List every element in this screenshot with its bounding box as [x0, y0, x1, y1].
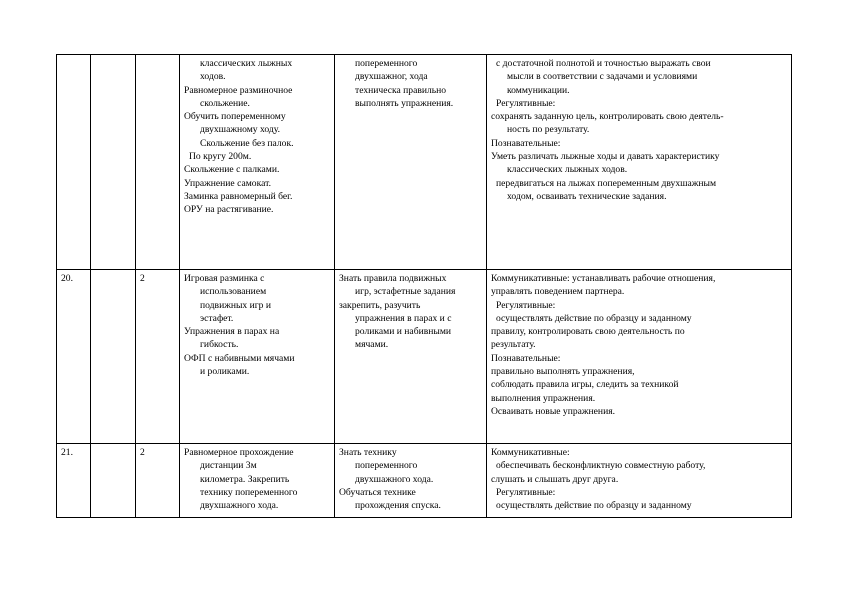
- text-line: классических лыжных ходов.: [507, 164, 628, 176]
- text-line: игр, эстафетные задания: [355, 286, 456, 298]
- text-line: Регулятивные:: [496, 97, 556, 109]
- text-line: Уметь различать лыжные ходы и давать характеристику: [491, 151, 720, 163]
- text-line: управлять поведением партнера.: [491, 286, 625, 298]
- text-line: дистанции 3м: [200, 460, 257, 472]
- text-line: ходом, осваивать технические задания.: [507, 190, 667, 202]
- lesson-content-cell: [180, 444, 335, 518]
- text-line: ОРУ на растягивание.: [184, 204, 274, 216]
- text-line: попеременного: [355, 460, 418, 472]
- text-line: Упражнения в парах на: [184, 326, 280, 338]
- row-number-cell: 20.: [57, 270, 91, 444]
- text-line: Осваивать новые упражнения.: [491, 405, 616, 417]
- text-line: Игровая разминка с: [184, 273, 265, 284]
- text-line: Познавательные:: [491, 352, 561, 364]
- text-line: Коммуникативные:: [491, 447, 570, 458]
- text-line: с достаточной полнотой и точностью выражать свои: [496, 58, 711, 69]
- text-line: упражнения в парах и с: [355, 312, 452, 324]
- text-line: Упражнение самокат.: [184, 177, 271, 189]
- empty-cell: [91, 55, 136, 270]
- text-line: Знать технику: [339, 447, 397, 458]
- text-line: и роликами.: [200, 366, 250, 378]
- text-line: двухшажного хода.: [200, 500, 279, 512]
- table-row: [57, 270, 792, 444]
- text-line: правильно выполнять упражнения,: [491, 366, 635, 378]
- text-line: роликами и набивными: [355, 326, 452, 338]
- text-line: двухшажног, хода: [355, 71, 428, 83]
- subject-results-cell: [335, 55, 487, 270]
- lesson-content-cell: [180, 55, 335, 270]
- uud-cell: [487, 55, 792, 270]
- text-line: Скольжение с палками.: [184, 164, 280, 176]
- text-line: эстафет.: [200, 312, 234, 324]
- text-line: ОФП с набивными мячами: [184, 352, 295, 364]
- uud-cell: [487, 444, 792, 518]
- text-line: классических лыжных: [200, 58, 293, 69]
- text-line: слушать и слышать друг друга.: [491, 473, 619, 485]
- text-line: закрепить, разучить: [339, 299, 421, 311]
- text-line: коммуникации.: [507, 84, 570, 96]
- subject-results-cell: [335, 270, 487, 444]
- uud-cell: [487, 270, 792, 444]
- text-line: скольжение.: [200, 97, 250, 109]
- empty-cell: [91, 444, 136, 518]
- table-row: [57, 444, 792, 518]
- text-line: Обучить попеременному: [184, 111, 286, 123]
- hours-cell: 2: [136, 270, 180, 444]
- row-number-cell: 21.: [57, 444, 91, 518]
- text-line: выполнять упражнения.: [355, 97, 454, 109]
- text-line: подвижных игр и: [200, 299, 272, 311]
- text-line: результату.: [491, 339, 536, 351]
- text-line: ходов.: [200, 71, 226, 83]
- text-line: Скольжение без палок.: [200, 137, 294, 149]
- text-line: По кругу 200м.: [189, 151, 252, 163]
- text-line: Заминка равномерный бег.: [184, 190, 293, 202]
- text-line: гибкость.: [200, 339, 239, 351]
- text-line: Познавательные:: [491, 137, 561, 149]
- text-line: Равномерное прохождение: [184, 447, 294, 458]
- text-line: техническа правильно: [355, 84, 447, 96]
- subject-results-cell: [335, 444, 487, 518]
- text-line: Равномерное разминочное: [184, 84, 293, 96]
- text-line: двухшажному ходу.: [200, 124, 281, 136]
- text-line: ность по результату.: [507, 124, 590, 136]
- empty-cell: [91, 270, 136, 444]
- text-line: использованием: [200, 286, 267, 298]
- text-line: правилу, контролировать свою деятельность по: [491, 326, 685, 338]
- table-row: [57, 55, 792, 270]
- text-line: передвигаться на лыжах попеременным двухшажным: [496, 177, 717, 189]
- text-line: сохранять заданную цель, контролировать свою деятель-: [491, 111, 724, 123]
- lesson-content-cell: [180, 270, 335, 444]
- text-line: осуществлять действие по образцу и заданному: [496, 312, 692, 324]
- text-line: попеременного: [355, 58, 418, 69]
- text-line: Регулятивные:: [496, 299, 556, 311]
- text-line: мячами.: [355, 339, 389, 351]
- text-line: технику попеременного: [200, 486, 298, 498]
- text-line: Коммуникативные: устанавливать рабочие отношения,: [491, 273, 716, 284]
- text-line: мысли в соответствии с задачами и условиями: [507, 71, 698, 83]
- text-line: соблюдать правила игры, следить за техникой: [491, 379, 679, 391]
- text-line: выполнения упражнения.: [491, 392, 596, 404]
- text-line: обеспечивать бесконфликтную совместную работу,: [496, 460, 706, 472]
- hours-cell: 2: [136, 444, 180, 518]
- text-line: Обучаться технике: [339, 486, 416, 498]
- row-number-cell: [57, 55, 91, 270]
- text-line: прохождения спуска.: [355, 500, 441, 512]
- text-line: осуществлять действие по образцу и заданному: [496, 500, 692, 512]
- lesson-plan-table: [56, 54, 792, 518]
- text-line: километра. Закрепить: [200, 473, 290, 485]
- text-line: Знать правила подвижных: [339, 273, 447, 284]
- text-line: двухшажного хода.: [355, 473, 434, 485]
- hours-cell: [136, 55, 180, 270]
- text-line: Регулятивные:: [496, 486, 556, 498]
